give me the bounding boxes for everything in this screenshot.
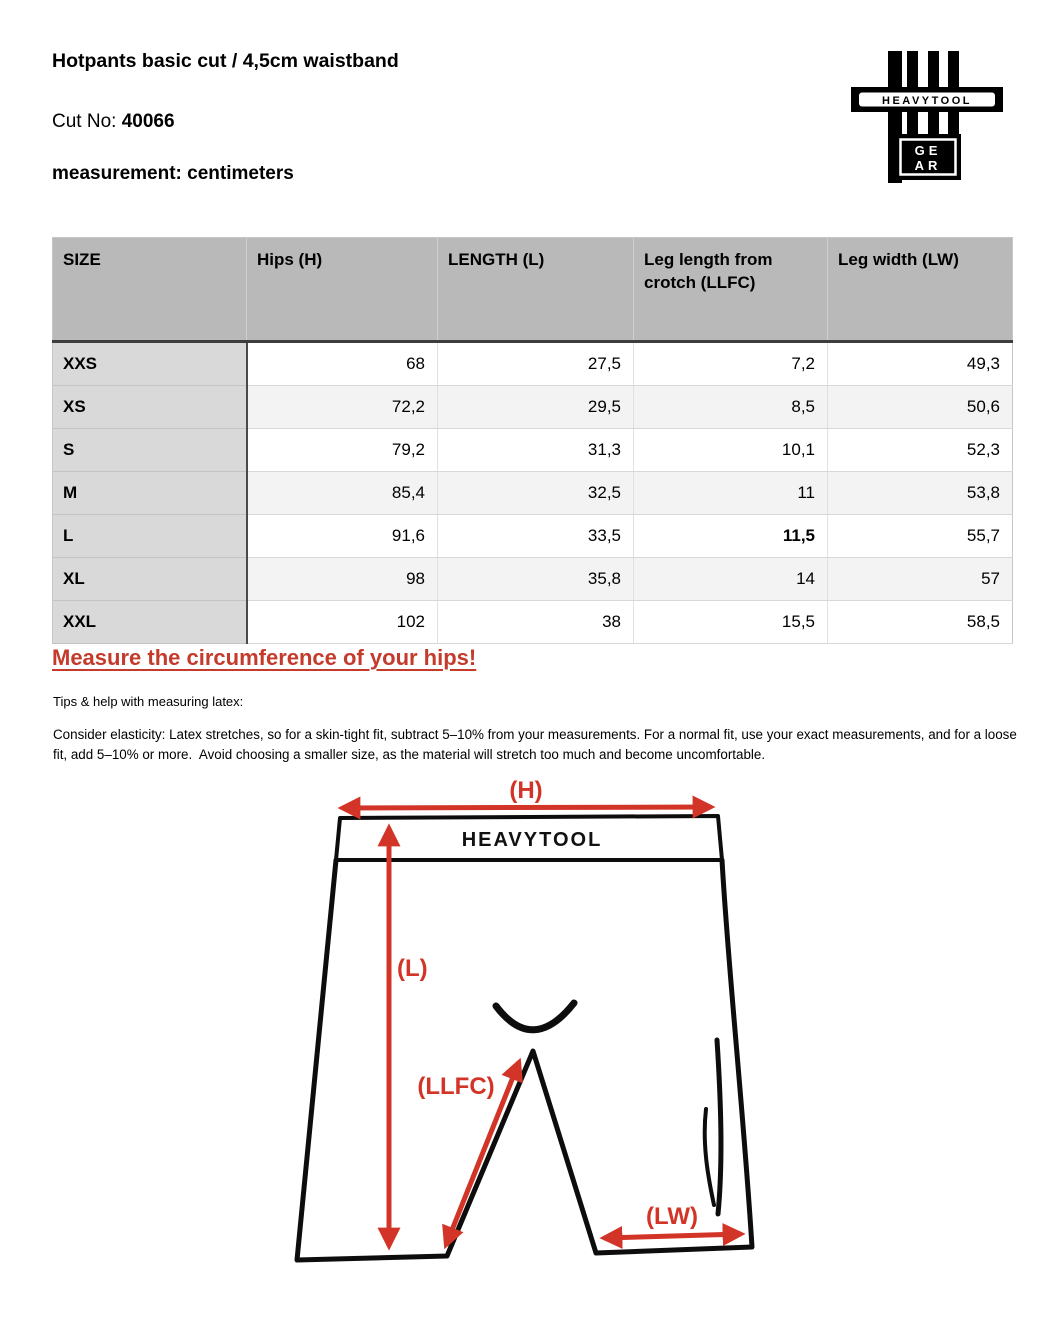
leg-width-arrow-label: (LW) <box>646 1203 698 1230</box>
hips-arrow-label: (H) <box>509 777 543 804</box>
measurement-unit: measurement: centimeters <box>52 163 294 184</box>
value-cell: 7,2 <box>634 342 828 386</box>
table-row <box>53 558 1013 601</box>
logo-gear-line2: AR <box>914 158 942 173</box>
table-row <box>53 342 1013 386</box>
value-cell: 55,7 <box>828 515 1013 558</box>
size-cell: XL <box>53 558 247 601</box>
crotch-seam-curve <box>496 1003 574 1030</box>
table-row <box>53 601 1013 644</box>
product-title: Hotpants basic cut / 4,5cm waistband <box>52 50 399 72</box>
value-cell: 10,1 <box>634 429 828 472</box>
logo-banner-text: HEAVYTOOL <box>882 95 972 107</box>
col-header-length: LENGTH (L) <box>438 238 634 342</box>
size-cell: XXL <box>53 601 247 644</box>
value-cell: 79,2 <box>247 429 438 472</box>
col-header-size: SIZE <box>53 238 247 342</box>
value-cell: 52,3 <box>828 429 1013 472</box>
length-arrow-label: (L) <box>397 955 428 982</box>
size-cell: S <box>53 429 247 472</box>
measure-hips-heading: Measure the circumference of your hips! <box>52 645 477 670</box>
value-cell: 68 <box>247 342 438 386</box>
value-cell: 91,6 <box>247 515 438 558</box>
logo-gear-line1: GE <box>914 143 942 158</box>
col-header-llfc: Leg length from crotch (LLFC) <box>634 238 828 342</box>
table-header-row <box>53 238 1013 342</box>
value-cell: 31,3 <box>438 429 634 472</box>
elasticity-paragraph: Consider elasticity: Latex stretches, so for a skin-tight fit, subtract 5–10% from your measurements. For a normal fit, use your exact measurements, and for a loose fit, add 5–10% or more. Avoid choosing a smaller size, as the material will stretch too much and become uncomfortable. <box>53 727 1021 762</box>
tips-label: Tips & help with measuring latex: <box>53 694 244 709</box>
table-row <box>53 429 1013 472</box>
waistband-brand-text: HEAVYTOOL <box>461 829 603 851</box>
value-cell: 53,8 <box>828 472 1013 515</box>
leg-width-arrow <box>604 1234 741 1238</box>
value-cell: 15,5 <box>634 601 828 644</box>
value-cell: 38 <box>438 601 634 644</box>
hotpants-diagram <box>270 772 810 1307</box>
hips-arrow <box>342 807 711 808</box>
value-cell: 35,8 <box>438 558 634 601</box>
value-cell: 11 <box>634 472 828 515</box>
cut-number-value: 40066 <box>121 111 175 132</box>
value-cell: 57 <box>828 558 1013 601</box>
value-cell: 29,5 <box>438 386 634 429</box>
side-seam-line-short <box>705 1109 714 1205</box>
col-header-hips: Hips (H) <box>247 238 438 342</box>
size-cell: XS <box>53 386 247 429</box>
size-cell: XXS <box>53 342 247 386</box>
value-cell: 50,6 <box>828 386 1013 429</box>
side-seam-line <box>717 1040 721 1214</box>
value-cell: 14 <box>634 558 828 601</box>
heavytool-logo <box>843 38 1003 188</box>
table-row <box>53 472 1013 515</box>
size-cell: L <box>53 515 247 558</box>
cut-number-label: Cut No: <box>52 111 117 132</box>
value-cell: 49,3 <box>828 342 1013 386</box>
value-cell: 72,2 <box>247 386 438 429</box>
size-table <box>52 237 1013 644</box>
value-cell: 27,5 <box>438 342 634 386</box>
cut-number <box>52 111 175 133</box>
col-header-lw: Leg width (LW) <box>828 238 1013 342</box>
value-cell: 58,5 <box>828 601 1013 644</box>
value-cell: 102 <box>247 601 438 644</box>
heavytool-logo-icon <box>843 38 1003 188</box>
value-cell: 98 <box>247 558 438 601</box>
llfc-arrow-label: (LLFC) <box>417 1073 495 1100</box>
value-cell: 85,4 <box>247 472 438 515</box>
table-row <box>53 515 1013 558</box>
shorts-outline <box>297 860 752 1260</box>
table-row <box>53 386 1013 429</box>
value-cell: 33,5 <box>438 515 634 558</box>
value-cell: 32,5 <box>438 472 634 515</box>
value-cell: 8,5 <box>634 386 828 429</box>
size-cell: M <box>53 472 247 515</box>
value-cell: 11,5 <box>634 515 828 558</box>
